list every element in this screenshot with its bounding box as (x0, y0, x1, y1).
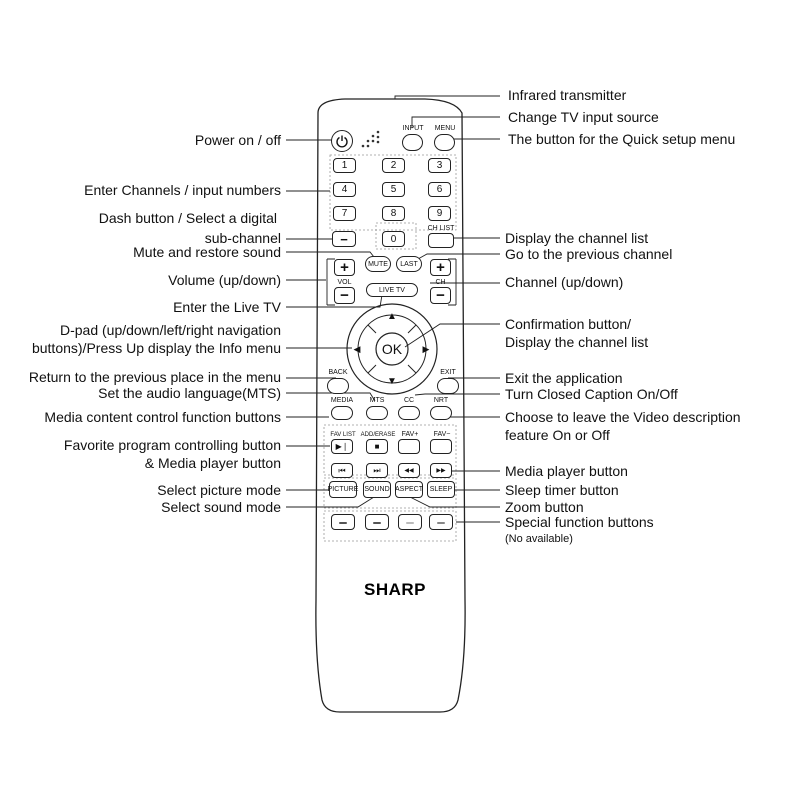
fav-minus-button[interactable] (430, 439, 452, 454)
label-nrt-1: Choose to leave the Video description (505, 409, 741, 425)
volume-down-button[interactable]: − (334, 287, 355, 304)
cc-caption: CC (403, 397, 415, 404)
label-picture: Select picture mode (157, 482, 281, 498)
label-channels: Enter Channels / input numbers (84, 182, 281, 198)
label-mts: Set the audio language(MTS) (98, 385, 281, 401)
mts-button[interactable] (366, 406, 388, 420)
label-zoom: Zoom button (505, 499, 584, 515)
rewind-button[interactable]: ◀◀ (398, 463, 420, 478)
exit-button[interactable] (437, 378, 459, 394)
indicator-dots (360, 130, 382, 148)
label-fav-1: Favorite program controlling button (63, 437, 281, 453)
label-last: Go to the previous channel (505, 246, 673, 262)
label-input: Change TV input source (508, 109, 659, 125)
sharp-logo: SHARP (363, 580, 426, 599)
label-dpad-2: buttons)/Press Up display the Info menu (31, 340, 281, 356)
dpad-up-arrow[interactable]: ▲ (387, 311, 397, 322)
input-button[interactable] (402, 134, 423, 151)
label-channel: Channel (up/down) (505, 274, 624, 290)
number-key-4[interactable]: 4 (333, 182, 356, 197)
dpad-down-arrow[interactable]: ▼ (387, 376, 397, 387)
label-media: Media content control function buttons (44, 409, 281, 425)
label-fav-2: & Media player button (144, 455, 281, 471)
previous-track-button[interactable]: ⏮ (331, 463, 353, 478)
next-track-button[interactable]: ⏭ (366, 463, 388, 478)
number-key-7[interactable]: 7 (333, 206, 356, 221)
ch-caption: CH (435, 279, 446, 286)
add-erase-caption: ADD/ERASE (360, 432, 396, 438)
fav-list-play-pause-button[interactable]: ▶❘ (331, 439, 353, 454)
label-mute: Mute and restore sound (133, 244, 281, 260)
menu-button[interactable] (434, 134, 455, 151)
label-volume: Volume (up/down) (168, 272, 281, 288)
label-special-1: Special function buttons (505, 514, 654, 530)
channel-up-button[interactable]: + (430, 259, 451, 276)
menu-caption: MENU (434, 125, 456, 132)
vol-caption: VOL (337, 279, 352, 286)
media-button[interactable] (331, 406, 353, 420)
label-nrt-2: feature On or Off (505, 427, 610, 443)
dpad-left-arrow[interactable]: ◀ (353, 344, 361, 354)
label-exit: Exit the application (505, 370, 623, 386)
label-live-tv: Enter the Live TV (173, 299, 281, 315)
add-erase-stop-button[interactable]: ■ (366, 439, 388, 454)
cc-button[interactable] (398, 406, 420, 420)
label-media-player: Media player button (505, 463, 628, 479)
sleep-button[interactable]: SLEEP (427, 481, 455, 498)
nrt-caption: NRT (433, 397, 449, 404)
back-button[interactable] (327, 378, 349, 394)
label-cc: Turn Closed Caption On/Off (505, 386, 678, 402)
special-function-button-3[interactable] (398, 514, 422, 530)
label-sound: Select sound mode (161, 499, 281, 515)
number-key-2[interactable]: 2 (382, 158, 405, 173)
ok-button[interactable]: OK (381, 341, 403, 357)
back-caption: BACK (328, 369, 348, 376)
exit-caption: EXIT (440, 369, 456, 376)
special-function-button-1[interactable] (331, 514, 355, 530)
mute-button[interactable]: MUTE (365, 256, 391, 272)
label-sleep: Sleep timer button (505, 482, 619, 498)
label-back: Return to the previous place in the menu (28, 369, 281, 385)
special-function-button-2[interactable] (365, 514, 389, 530)
volume-up-button[interactable]: + (334, 259, 355, 276)
label-dash-1: Dash button / Select a digital (98, 210, 277, 226)
label-ch-list: Display the channel list (505, 230, 649, 246)
dpad-right-arrow[interactable]: ▶ (422, 344, 430, 354)
fast-forward-button[interactable]: ▶▶ (430, 463, 452, 478)
label-power: Power on / off (194, 132, 281, 148)
picture-button[interactable]: PICTURE (329, 481, 357, 498)
ch-list-button[interactable] (428, 233, 454, 248)
fav-plus-button[interactable] (398, 439, 420, 454)
number-key-0[interactable]: 0 (382, 231, 405, 247)
media-caption: MEDIA (330, 397, 354, 404)
label-infrared: Infrared transmitter (508, 87, 627, 103)
fav-minus-caption: FAV− (433, 431, 451, 438)
fav-plus-caption: FAV+ (401, 431, 419, 438)
nrt-button[interactable] (430, 406, 452, 420)
label-confirm-2: Display the channel list (505, 334, 649, 350)
label-special-2: (No available) (505, 533, 573, 545)
sound-button[interactable]: SOUND (363, 481, 391, 498)
last-button[interactable]: LAST (396, 256, 422, 272)
label-dash-2: sub-channel (204, 230, 281, 246)
label-menu: The button for the Quick setup menu (508, 131, 736, 147)
label-confirm-1: Confirmation button/ (505, 316, 632, 332)
dash-button[interactable]: − (332, 231, 356, 247)
number-key-3[interactable]: 3 (428, 158, 451, 173)
number-key-6[interactable]: 6 (428, 182, 451, 197)
number-key-9[interactable]: 9 (428, 206, 451, 221)
ch-list-caption: CH LIST (427, 225, 455, 232)
channel-down-button[interactable]: − (430, 287, 451, 304)
input-caption: INPUT (402, 125, 424, 132)
fav-list-caption: FAV LIST (330, 432, 356, 438)
number-key-1[interactable]: 1 (333, 158, 356, 173)
power-icon (335, 134, 349, 148)
special-function-button-4[interactable] (429, 514, 453, 530)
label-dpad-1: D-pad (up/down/left/right navigation (59, 322, 281, 338)
aspect-button[interactable]: ASPECT (395, 481, 423, 498)
number-key-8[interactable]: 8 (382, 206, 405, 221)
mts-caption: MTS (369, 397, 385, 404)
power-button[interactable] (331, 130, 353, 152)
number-key-5[interactable]: 5 (382, 182, 405, 197)
live-tv-button[interactable]: LIVE TV (366, 283, 418, 297)
